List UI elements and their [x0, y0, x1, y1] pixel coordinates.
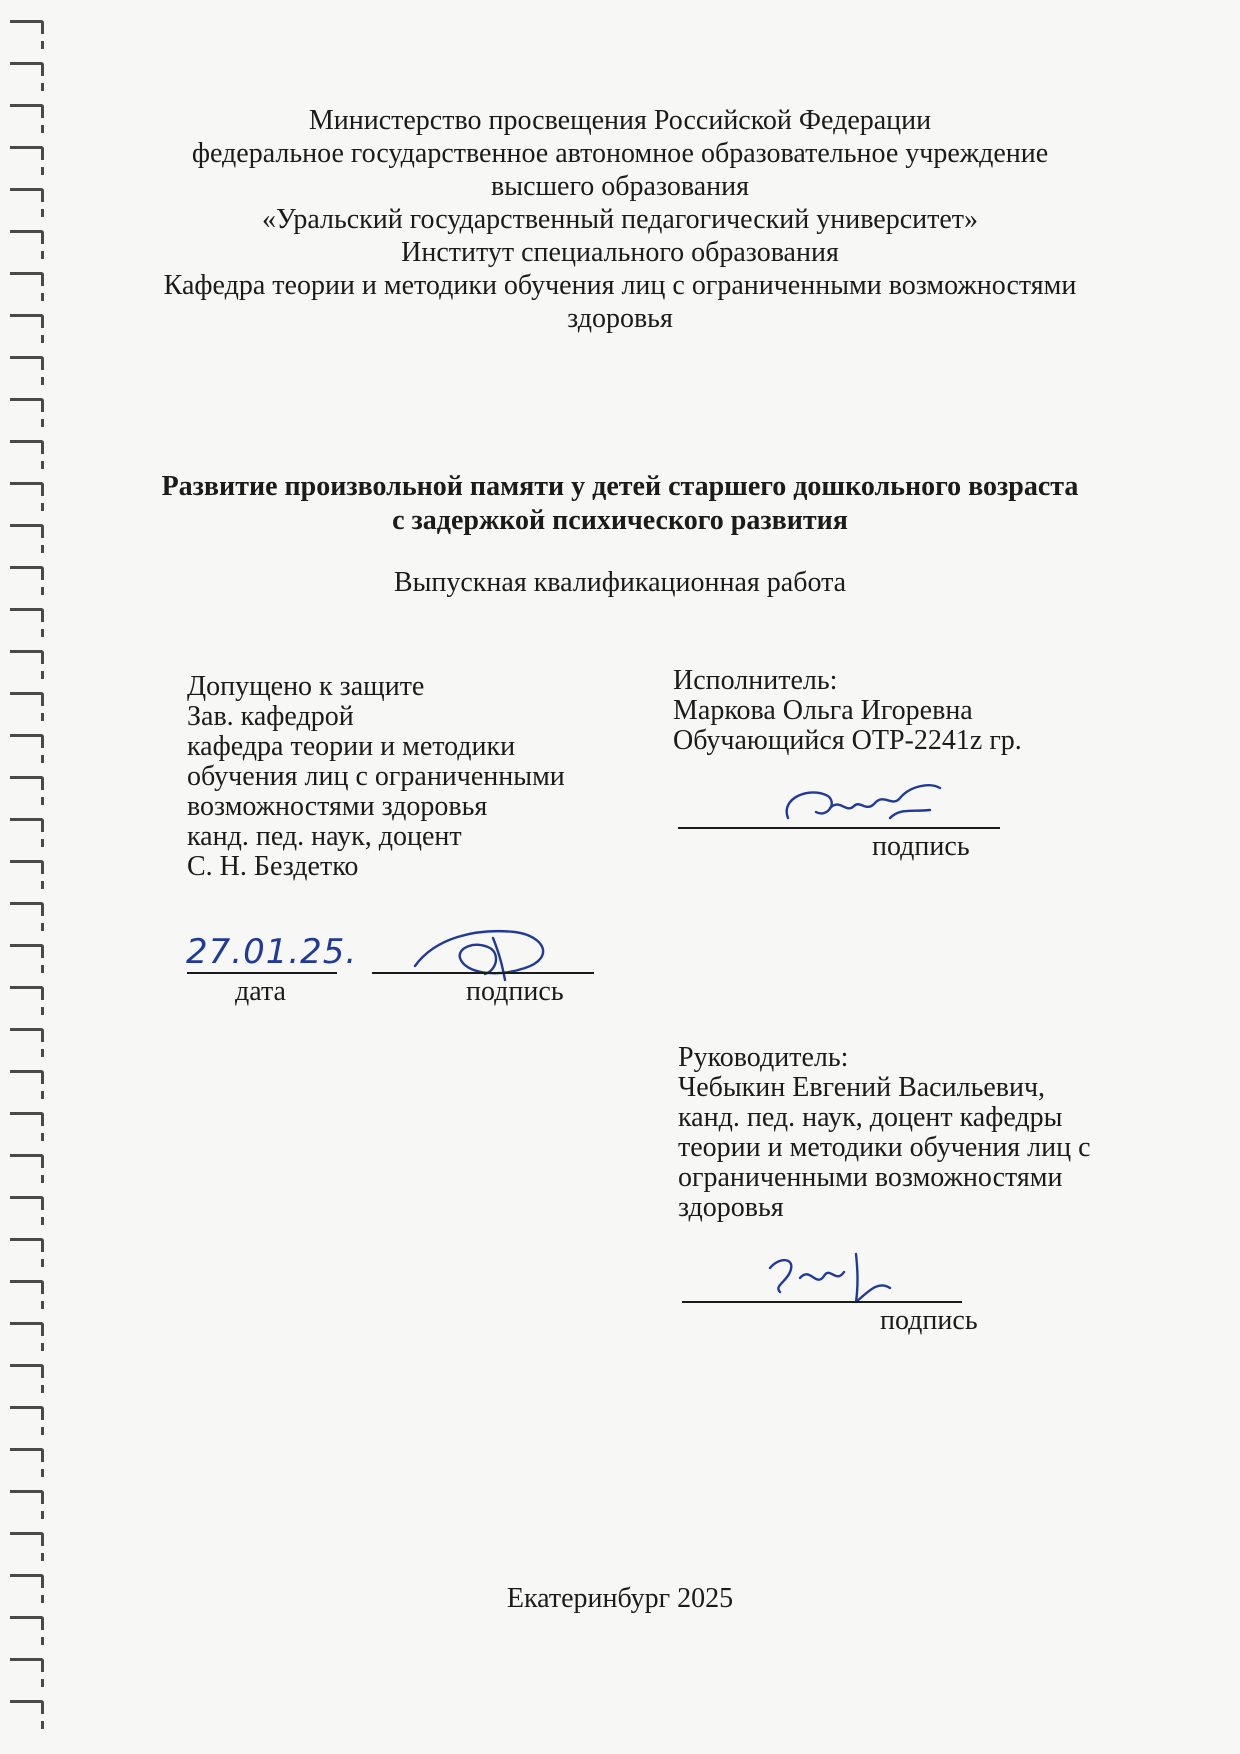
head-signature-caption: подпись [466, 976, 564, 1007]
binding-hole-icon [10, 398, 44, 412]
supervisor-line: теории и методики обучения лиц с [678, 1132, 1091, 1163]
binding-hole-icon [10, 1112, 44, 1126]
binding-hole-icon [10, 1532, 44, 1546]
binding-hole-icon [10, 356, 44, 370]
thesis-title-line-2: с задержкой психического развития [392, 505, 848, 536]
admission-line: канд. пед. наук, доцент [187, 821, 462, 852]
binding-hole-icon [10, 902, 44, 916]
admission-line: обучения лиц с ограниченными [187, 761, 565, 792]
binding-hole-icon [10, 818, 44, 832]
supervisor-signature-caption: подпись [880, 1305, 978, 1336]
binding-hole-icon [10, 986, 44, 1000]
supervisor-label: Руководитель: [678, 1042, 849, 1073]
binding-hole-icon [10, 944, 44, 958]
binding-hole-icon [10, 776, 44, 790]
head-signature-line [372, 972, 594, 974]
department-line-2: здоровья [567, 303, 673, 334]
admission-line: Зав. кафедрой [187, 701, 354, 732]
binding-hole-icon [10, 1616, 44, 1630]
binding-hole-icon [10, 1154, 44, 1168]
handwritten-date: 27.01.25. [186, 932, 358, 972]
city-year: Екатеринбург 2025 [506, 1583, 734, 1614]
department-line: Кафедра теории и методики обучения лиц с ограниченными возможностями [163, 270, 1077, 301]
supervisor-line: канд. пед. наук, доцент кафедры [678, 1102, 1063, 1133]
binding-hole-icon [10, 650, 44, 664]
date-caption: дата [235, 976, 286, 1007]
binding-hole-icon [10, 1238, 44, 1252]
work-type: Выпускная квалификационная работа [393, 567, 847, 598]
binding-hole-icon [10, 440, 44, 454]
university-name-line: «Уральский государственный педагогический университет» [261, 204, 979, 235]
executor-signature-line [678, 827, 1000, 829]
education-level-line: высшего образования [491, 171, 749, 202]
ministry-line: Министерство просвещения Российской Федерации [308, 105, 932, 136]
binding-hole-icon [10, 1448, 44, 1462]
binding-hole-icon [10, 20, 44, 34]
binding-hole-icon [10, 62, 44, 76]
admission-block [187, 672, 565, 882]
supervisor-line: ограниченными возможностями [678, 1162, 1063, 1193]
institution-header [0, 104, 1240, 335]
executor-block [673, 666, 1022, 756]
executor-label: Исполнитель: [673, 665, 838, 696]
binding-hole-icon [10, 1196, 44, 1210]
binding-hole-icon [10, 1280, 44, 1294]
supervisor-line: здоровья [678, 1192, 784, 1223]
admission-line: Допущено к защите [187, 671, 425, 702]
binding-hole-icon [10, 1406, 44, 1420]
thesis-title-line-1: Развитие произвольной памяти у детей старшего дошкольного возраста [161, 471, 1079, 502]
admission-line: возможностями здоровья [187, 791, 488, 822]
binding-hole-icon [10, 1070, 44, 1084]
executor-signature-icon [780, 778, 960, 838]
supervisor-signature-icon [760, 1248, 910, 1308]
head-of-department-name: С. Н. Бездетко [187, 851, 359, 882]
binding-hole-icon [10, 860, 44, 874]
supervisor-name: Чебыкин Евгений Васильевич, [678, 1072, 1046, 1103]
binding-hole-icon [10, 692, 44, 706]
binding-hole-icon [10, 1028, 44, 1042]
thesis-title [0, 470, 1240, 538]
binding-hole-icon [10, 734, 44, 748]
executor-group: Обучающийся ОТР-2241z гр. [673, 725, 1022, 756]
binding-hole-icon [10, 608, 44, 622]
binding-hole-icon [10, 1322, 44, 1336]
binding-hole-icon [10, 1490, 44, 1504]
admission-line: кафедра теории и методики [187, 731, 516, 762]
date-line [187, 972, 337, 974]
executor-name: Маркова Ольга Игоревна [673, 695, 973, 726]
binding-hole-icon [10, 1364, 44, 1378]
supervisor-signature-line [682, 1301, 962, 1303]
executor-signature-caption: подпись [872, 831, 970, 862]
institution-type-line: федеральное государственное автономное образовательное учреждение [191, 138, 1049, 169]
institute-line: Институт специального образования [401, 237, 839, 268]
binding-hole-icon [10, 1700, 44, 1714]
supervisor-block [678, 1043, 1091, 1223]
binding-hole-icon [10, 1658, 44, 1672]
